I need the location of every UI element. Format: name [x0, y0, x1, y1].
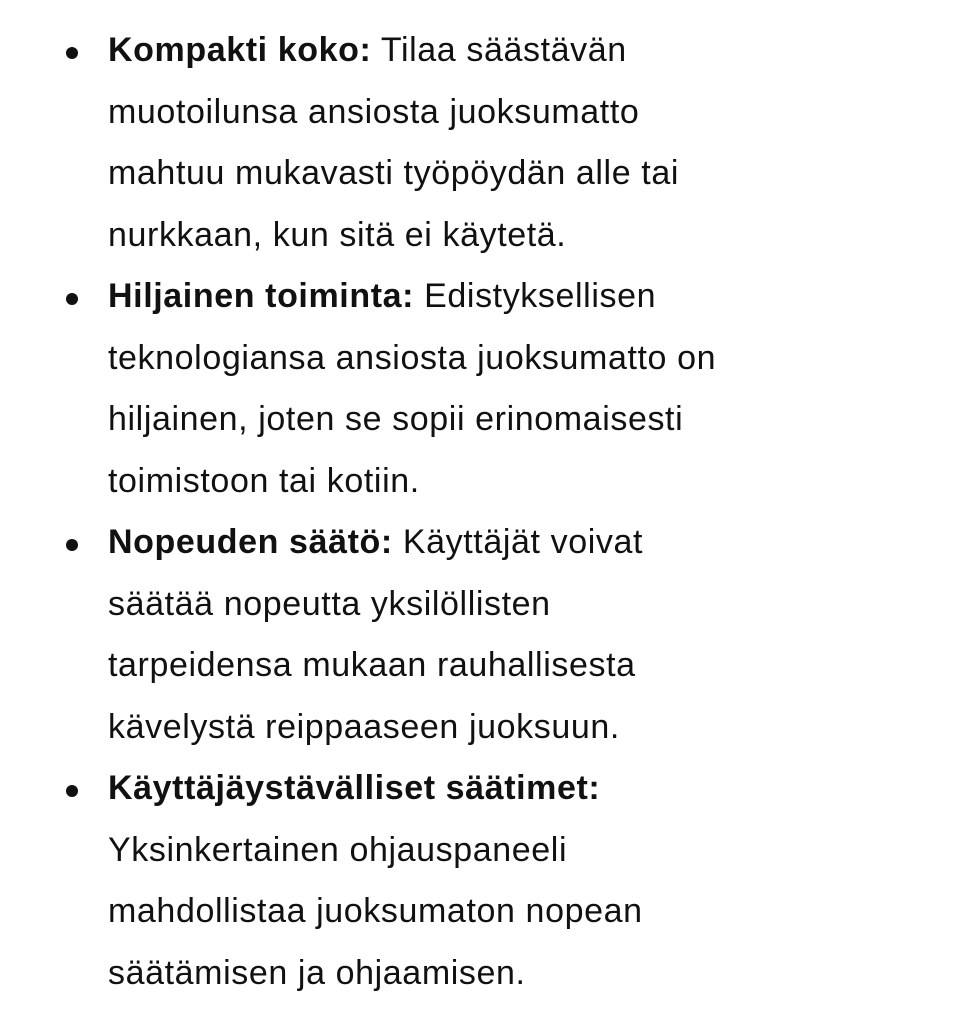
- feature-text-line: teknologiansa ansiosta juoksumatto on: [108, 338, 717, 377]
- feature-text-line: nurkkaan, kun sitä ei käytetä.: [108, 215, 567, 254]
- feature-term: Nopeuden säätö:: [108, 523, 393, 561]
- feature-text-line: säätämisen ja ohjaamisen.: [108, 953, 526, 992]
- feature-first-line: [108, 758, 940, 820]
- feature-text-line: mahdollistaa juoksumaton nopean: [108, 892, 643, 930]
- feature-first-line: [108, 512, 940, 574]
- feature-text: Edistyksellisen: [414, 277, 657, 315]
- feature-text-line: muotoilunsa ansiosta juoksumatto: [108, 92, 640, 131]
- feature-text: Tilaa säästävän: [371, 31, 627, 69]
- feature-first-line: [108, 266, 940, 328]
- bullet-icon: [66, 539, 78, 551]
- feature-text: Käyttäjät voivat: [392, 523, 644, 561]
- feature-list: [0, 20, 960, 1004]
- feature-item-speed-adjustment: [0, 512, 960, 758]
- bullet-icon: [66, 293, 78, 305]
- feature-text-line: hiljainen, joten se sopii erinomaisesti: [108, 400, 684, 438]
- feature-term: Hiljainen toiminta:: [108, 277, 415, 315]
- feature-text-line: mahtuu mukavasti työpöydän alle tai: [108, 154, 679, 192]
- feature-text-line: tarpeidensa mukaan rauhallisesta: [108, 646, 636, 684]
- bullet-icon: [66, 47, 78, 59]
- feature-item-compact-size: [0, 20, 960, 266]
- feature-term: Käyttäjäystävälliset säätimet:: [108, 769, 601, 807]
- feature-first-line: [108, 20, 940, 82]
- feature-text-line: kävelystä reippaaseen juoksuun.: [108, 707, 620, 746]
- feature-text-line: säätää nopeutta yksilöllisten: [108, 584, 551, 623]
- feature-item-user-friendly-controls: [0, 758, 960, 1004]
- bullet-icon: [66, 785, 78, 797]
- feature-item-quiet-operation: [0, 266, 960, 512]
- feature-text-line: toimistoon tai kotiin.: [108, 461, 420, 500]
- feature-text-line: Yksinkertainen ohjauspaneeli: [108, 830, 568, 869]
- feature-term: Kompakti koko:: [108, 31, 372, 69]
